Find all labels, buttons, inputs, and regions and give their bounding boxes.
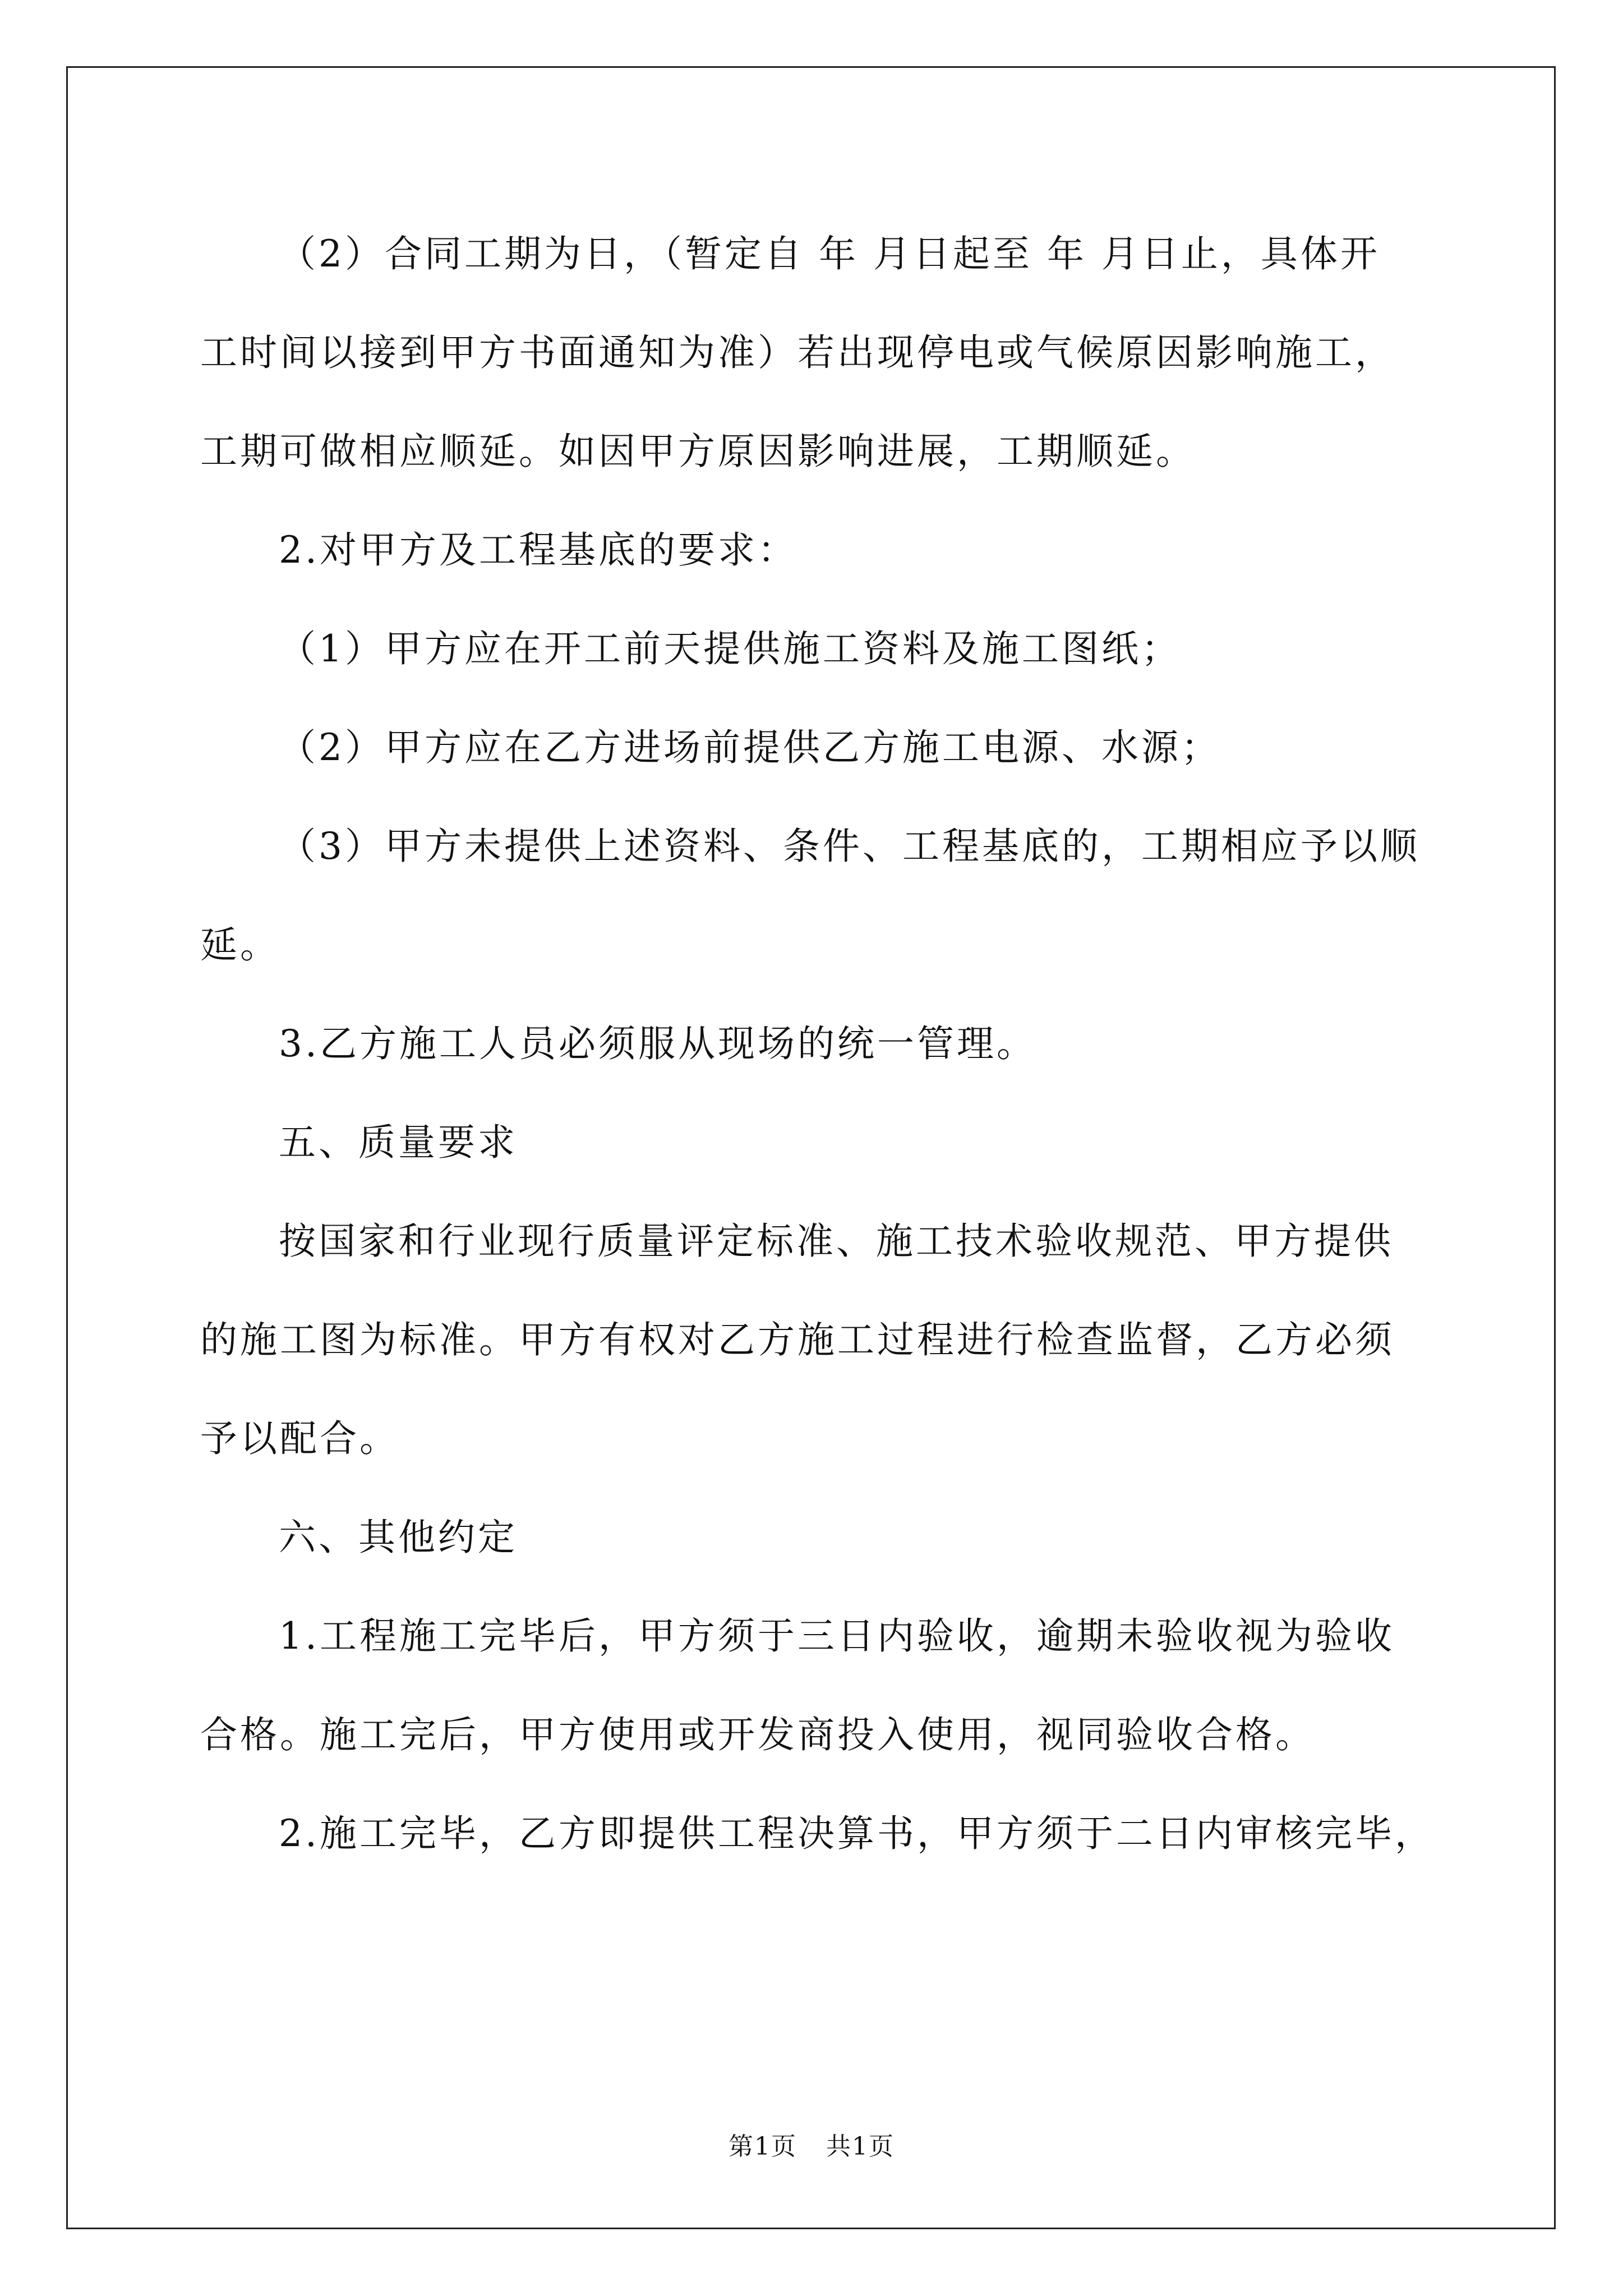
text-line: 2.对甲方及工程基底的要求：: [279, 528, 797, 572]
text-line: 1.工程施工完毕后，甲方须于三日内验收，逾期未验收视为验收: [279, 1614, 1395, 1658]
text-line: 的施工图为标准。甲方有权对乙方施工过程进行检查监督，乙方必须: [200, 1318, 1395, 1361]
text-line: 合格。施工完后，甲方使用或开发商投入使用，视同验收合格。: [200, 1713, 1315, 1756]
page-number-total: 共1页: [826, 2132, 895, 2161]
section-heading: 五、质量要求: [279, 1121, 518, 1164]
page-footer: [0, 2126, 1623, 2162]
text-line: （3）甲方未提供上述资料、条件、工程基底的，工期相应予以顺: [279, 825, 1420, 868]
text-line: 工时间以接到甲方书面通知为准）若出现停电或气候原因影响施工，: [200, 331, 1395, 374]
text-line: 工期可做相应顺延。如因甲方原因影响进展，工期顺延。: [200, 430, 1196, 473]
text-line: 2.施工完毕，乙方即提供工程决算书，甲方须于二日内审核完毕，: [279, 1812, 1435, 1855]
text-line: 予以配合。: [200, 1417, 399, 1460]
text-line: 3.乙方施工人员必须服从现场的统一管理。: [279, 1022, 1036, 1065]
page-number-current: 第1页: [728, 2132, 797, 2161]
text-line: 延。: [200, 923, 280, 967]
text-line: （2）合同工期为日，（暂定自 年 月日起至 年 月日止，具体开: [279, 232, 1380, 275]
text-line: （1）甲方应在开工前天提供施工资料及施工图纸；: [279, 627, 1181, 670]
document-body: [200, 205, 1434, 1883]
text-line: （2）甲方应在乙方进场前提供乙方施工电源、水源；: [279, 726, 1221, 769]
text-line: 按国家和行业现行质量评定标准、施工技术验收规范、甲方提供: [279, 1220, 1394, 1263]
section-heading: 六、其他约定: [279, 1516, 518, 1559]
